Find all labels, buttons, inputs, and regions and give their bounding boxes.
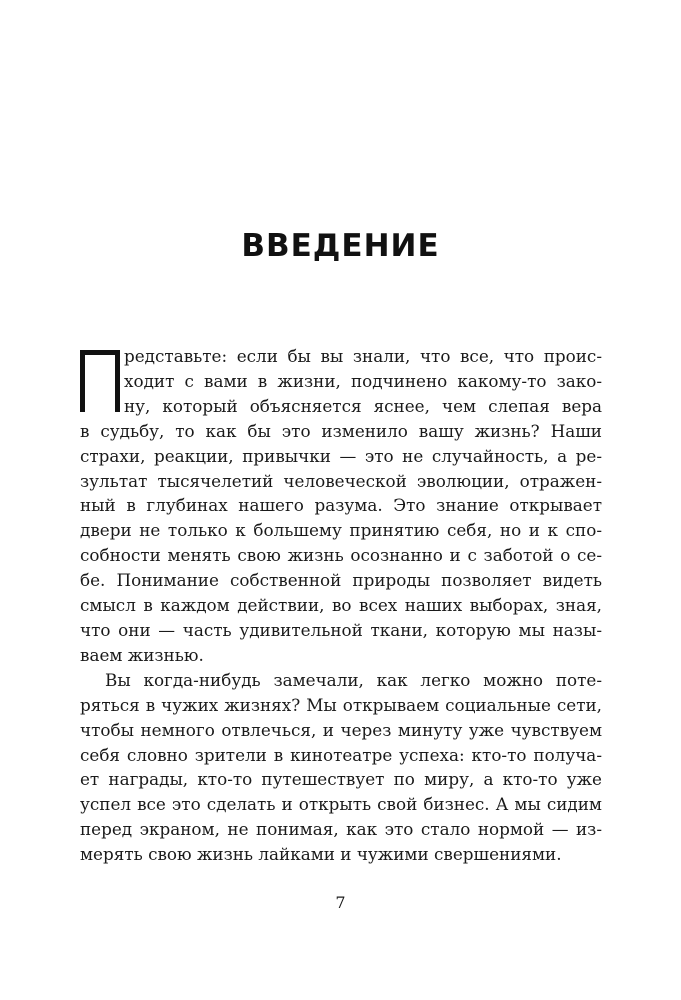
text-line: зультат тысячелетий человеческой эволюции, отражен- xyxy=(80,470,602,491)
body-text xyxy=(80,344,602,867)
text-line: ваем жизнью. xyxy=(80,644,204,665)
page-number: 7 xyxy=(335,893,346,912)
text-line: ный в глубинах нашего разума. Это знание открывает xyxy=(80,495,602,516)
text-line: ходит с вами в жизни, подчинено какому-то зако- xyxy=(124,370,602,391)
text-line: редставьте: если бы вы знали, что все, что проис- xyxy=(124,346,602,366)
text-line: что они — часть удивительной ткани, которую мы назы- xyxy=(80,619,602,640)
text-line: двери не только к большему принятию себя, но и к спо- xyxy=(80,520,602,541)
text-line: успел все это сделать и открыть свой бизнес. А мы сидим xyxy=(80,794,602,815)
text-line: смысл в каждом действии, во всех наших выборах, зная, xyxy=(80,595,602,616)
text-line: ряться в чужих жизнях? Мы открываем социальные сети, xyxy=(80,694,602,715)
text-line: страхи, реакции, привычки — это не случайность, а ре- xyxy=(80,445,602,466)
text-line: чтобы немного отвлечься, и через минуту уже чувствуем xyxy=(80,719,602,740)
text-line: себя словно зрители в кинотеатре успеха: кто-то получа- xyxy=(80,744,602,765)
text-line: ну, который объясняется яснее, чем слепая вера xyxy=(124,395,602,416)
text-line: бе. Понимание собственной природы позволяет видеть xyxy=(80,570,602,591)
text-line: ет награды, кто-то путешествует по миру, а кто-то уже xyxy=(80,769,602,790)
text-line: Вы когда-нибудь замечали, как легко можно поте- xyxy=(105,669,602,690)
paragraph-1 xyxy=(80,344,602,668)
text-line: мерять свою жизнь лайками и чужими свершениями. xyxy=(80,844,562,865)
chapter-title: ВВЕДЕНИЕ xyxy=(241,228,440,264)
text-line: перед экраном, не понимая, как это стало нормой — из- xyxy=(80,819,602,840)
paragraph-2 xyxy=(80,668,602,867)
text-line: в судьбу, то как бы это изменило вашу жизнь? Наши xyxy=(80,420,602,441)
text-line: собности менять свою жизнь осознанно и с заботой о се- xyxy=(80,545,602,566)
